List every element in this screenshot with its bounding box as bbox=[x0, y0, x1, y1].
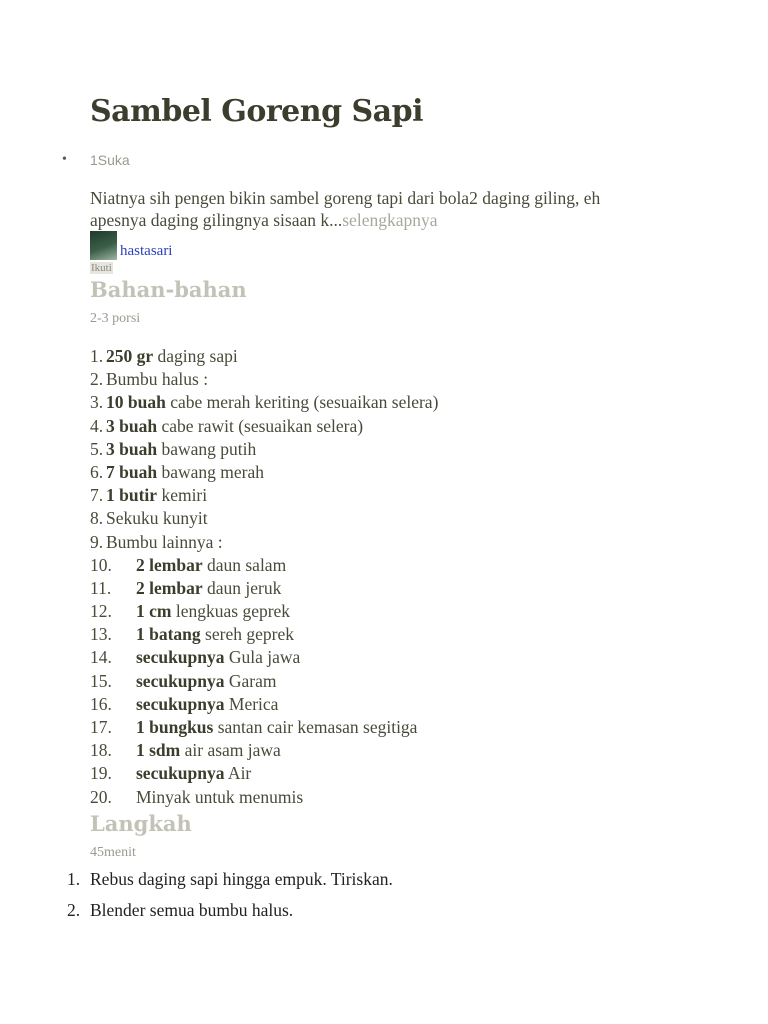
ingredient-number: 15. bbox=[90, 670, 112, 691]
ingredient-name: air asam jawa bbox=[180, 740, 281, 761]
duration-label: 45menit bbox=[90, 845, 136, 860]
ingredient-number: 16. bbox=[90, 693, 112, 714]
ingredient-text bbox=[106, 461, 264, 484]
bullet-icon: • bbox=[62, 152, 67, 167]
ingredient-text bbox=[106, 345, 238, 368]
ingredient-text bbox=[136, 786, 303, 809]
ingredient-number: 19. bbox=[90, 763, 112, 784]
ingredient-quantity: 1 butir bbox=[106, 485, 158, 506]
ingredient-quantity: 1 sdm bbox=[136, 740, 181, 761]
ingredient-name: daging sapi bbox=[153, 346, 238, 366]
ingredient-number: 7. bbox=[90, 485, 104, 506]
ingredient-name: daun jeruk bbox=[202, 577, 282, 598]
ingredient-quantity: secukupnya bbox=[136, 763, 225, 784]
ingredient-number: 4. bbox=[90, 415, 104, 436]
ingredient-text bbox=[136, 600, 290, 623]
read-more-link[interactable]: selengkapnya bbox=[342, 210, 438, 230]
ingredient-name: Bumbu lainnya : bbox=[106, 531, 223, 552]
ingredient-quantity: secukupnya bbox=[136, 670, 225, 691]
ingredient-number: 12. bbox=[90, 601, 112, 622]
ingredient-name: Garam bbox=[224, 670, 277, 691]
description-text: Niatnya sih pengen bikin sambel goreng tapi dari bola2 daging giling, eh apesnya daging gilingnya sisaan k... bbox=[90, 188, 601, 230]
ingredient-text bbox=[106, 368, 208, 391]
ingredient-number: 6. bbox=[90, 461, 104, 482]
like-count[interactable]: 1Suka bbox=[90, 152, 130, 168]
ingredient-quantity: 10 buah bbox=[106, 392, 166, 413]
ingredient-number: 11. bbox=[90, 577, 112, 598]
ingredient-quantity: 2 lembar bbox=[136, 577, 203, 598]
ingredient-text bbox=[106, 391, 438, 414]
step-number: 1. bbox=[67, 869, 81, 889]
ingredient-text bbox=[106, 438, 256, 461]
ingredient-number: 2. bbox=[90, 369, 104, 390]
ingredient-number: 10. bbox=[90, 554, 112, 575]
ingredient-name: bawang putih bbox=[157, 438, 257, 459]
ingredient-quantity: 2 lembar bbox=[136, 554, 203, 575]
ingredient-quantity: 7 buah bbox=[106, 461, 158, 482]
ingredient-text bbox=[136, 670, 277, 693]
recipe-title: Sambel Goreng Sapi bbox=[90, 94, 423, 129]
ingredient-number: 8. bbox=[90, 508, 104, 529]
ingredient-text bbox=[136, 577, 281, 600]
ingredient-text bbox=[106, 531, 223, 554]
recipe-description bbox=[90, 187, 650, 231]
ingredient-quantity: secukupnya bbox=[136, 693, 225, 714]
ingredient-name: cabe rawit (sesuaikan selera) bbox=[157, 415, 364, 436]
ingredient-name: daun salam bbox=[202, 554, 287, 575]
ingredient-name: Air bbox=[224, 763, 252, 784]
ingredient-name: Sekuku kunyit bbox=[106, 508, 208, 529]
ingredient-number: 20. bbox=[90, 786, 112, 807]
ingredient-text bbox=[136, 646, 300, 669]
ingredient-number: 9. bbox=[90, 531, 104, 552]
ingredient-name: Merica bbox=[224, 693, 279, 714]
ingredient-name: santan cair kemasan segitiga bbox=[213, 717, 418, 737]
ingredient-number: 1. bbox=[90, 346, 104, 366]
ingredient-name: sereh geprek bbox=[200, 624, 294, 645]
ingredient-text bbox=[106, 507, 208, 530]
ingredient-text bbox=[136, 739, 281, 762]
ingredient-name: Bumbu halus : bbox=[106, 369, 209, 390]
ingredient-name: lengkuas geprek bbox=[171, 601, 291, 622]
ingredient-text bbox=[136, 716, 417, 739]
ingredient-number: 5. bbox=[90, 438, 104, 459]
servings-label: 2-3 porsi bbox=[90, 311, 141, 326]
ingredient-name: bawang merah bbox=[157, 461, 264, 482]
ingredient-quantity: 250 gr bbox=[106, 346, 154, 366]
ingredient-text bbox=[136, 623, 294, 646]
ingredient-number: 18. bbox=[90, 740, 112, 761]
follow-button[interactable]: Ikuti bbox=[91, 262, 112, 274]
ingredient-number: 3. bbox=[90, 392, 104, 413]
ingredient-name: cabe merah keriting (sesuaikan selera) bbox=[165, 392, 439, 413]
ingredient-number: 13. bbox=[90, 624, 112, 645]
ingredients-heading: Bahan-bahan bbox=[90, 277, 247, 302]
step-text: Rebus daging sapi hingga empuk. Tiriskan. bbox=[90, 869, 393, 889]
ingredient-name: Gula jawa bbox=[224, 647, 301, 668]
ingredient-quantity: 3 buah bbox=[106, 415, 158, 436]
ingredient-text bbox=[136, 693, 278, 716]
ingredient-quantity: 1 cm bbox=[136, 601, 172, 622]
ingredient-text bbox=[106, 415, 363, 438]
ingredient-quantity: secukupnya bbox=[136, 647, 225, 668]
ingredient-name: Minyak untuk menumis bbox=[136, 786, 304, 807]
step-text: Blender semua bumbu halus. bbox=[90, 900, 294, 920]
ingredient-number: 14. bbox=[90, 647, 112, 668]
ingredient-quantity: 3 buah bbox=[106, 438, 158, 459]
ingredient-text bbox=[106, 484, 207, 507]
ingredient-quantity: 1 batang bbox=[136, 624, 201, 645]
steps-heading: Langkah bbox=[90, 811, 192, 836]
ingredient-text bbox=[136, 554, 286, 577]
ingredient-text bbox=[136, 762, 251, 785]
author-name-link[interactable]: hastasari bbox=[120, 243, 173, 259]
step-number: 2. bbox=[67, 900, 81, 920]
ingredient-name: kemiri bbox=[157, 485, 208, 506]
ingredient-number: 17. bbox=[90, 717, 112, 737]
ingredient-quantity: 1 bungkus bbox=[136, 717, 214, 737]
avatar[interactable] bbox=[90, 231, 117, 260]
